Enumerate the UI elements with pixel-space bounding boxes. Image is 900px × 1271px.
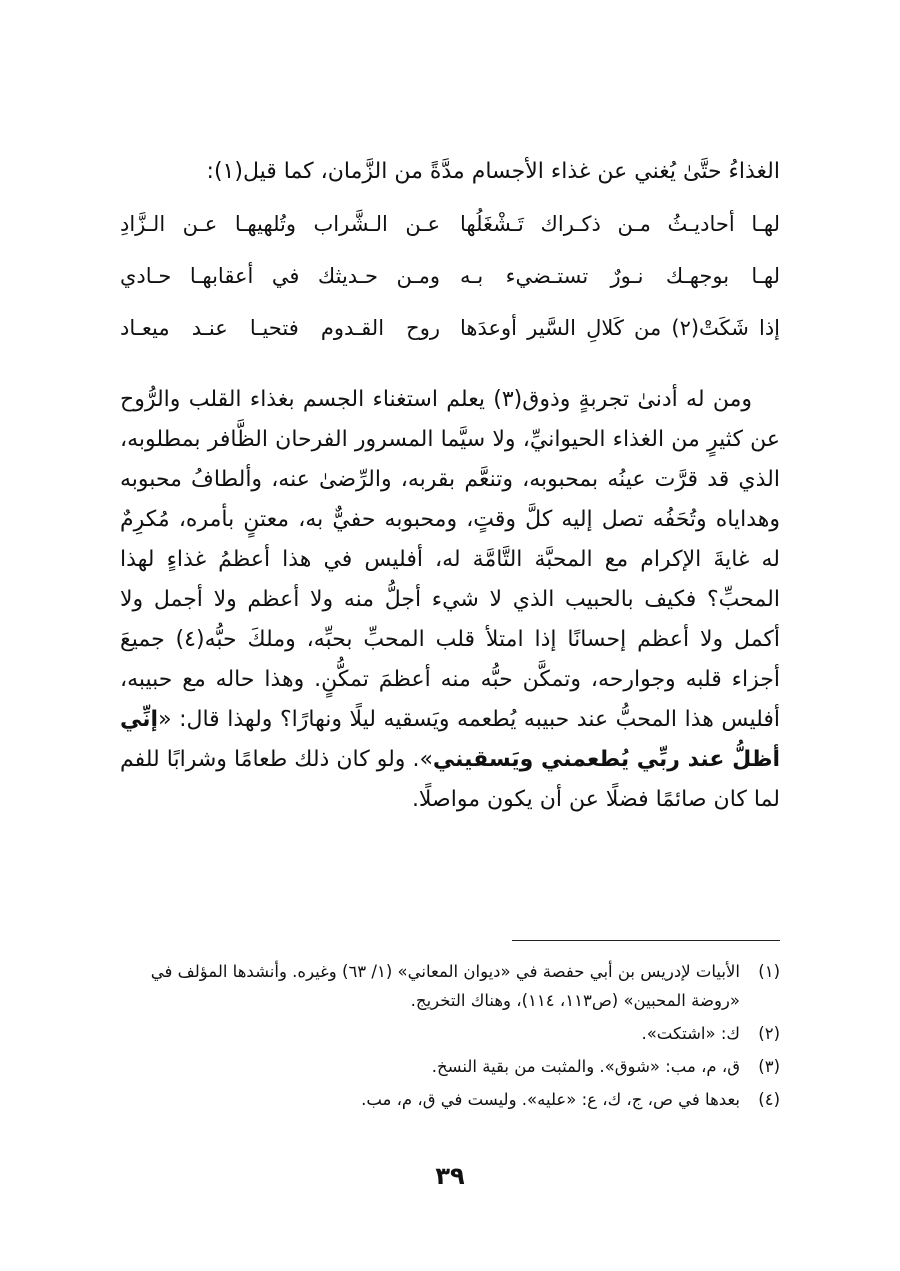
footnote-number: (٤) <box>758 1090 780 1109</box>
footnote-text: الأبيات لإدريس بن أبي حفصة في «ديوان المعاني» (١/ ٦٣) وغيره. وأنشدها المؤلف في «روضة المحبين» (ص١١٣، ١١٤)، وهناك التخريج. <box>150 962 740 1010</box>
verse-second-hemistich: ومـن حـديثك في أعقابهـا حـادي <box>120 264 440 288</box>
footnotes <box>120 957 780 1114</box>
poem-verse <box>120 212 780 252</box>
footnote-number: (٣) <box>758 1057 780 1076</box>
paragraph-text-part1: ومن له أدنىٰ تجربةٍ وذوق(٣) يعلم استغناء الجسم بغذاء القلب والرُّوح عن كثيرٍ من الغذاء الحيوانيِّ، ولا سيَّما المسرور الفرحان الظَّافر بمطلوبه، الذي قد قرَّت عينُه بمحبوبه، وتنعَّم بقربه، والرِّضىٰ عنه، وألطافُ محبوبه وهداياه وتُحَفُه تصل إليه كلَّ وقتٍ، ومحبوبه حفيٌّ به، معتنٍ بأمره، مُكرِمٌ له غايةَ الإكرام مع المحبَّة التَّامَّة له، أفليس في هذا أعظمُ غذاءٍ لهذا المحبِّ؟ فكيف بالحبيب الذي لا شيء أجلُّ منه ولا أعظم ولا أجمل ولا أكمل ولا أعظم إحسانًا إذا امتلأ قلب المحبِّ بحبِّه، وملكَ حبُّه(٤) جميعَ أجزاء قلبه وجوارحه، وتمكَّن حبُّه منه أعظمَ تمكُّنٍ. وهذا حاله مع حبيبه، أفليس هذا المحبُّ عند حبيبه يُطعمه ويَسقيه ليلًا ونهارًا؟ ولهذا قال: « <box>120 387 780 732</box>
footnote <box>120 1085 780 1114</box>
footnote <box>120 957 780 1015</box>
footnote-number: (٢) <box>758 1024 780 1043</box>
paragraph-text-part2: ». ولو كان ذلك طعامًا وشرابًا للفم لما كان صائمًا فضلًا عن أن يكون مواصلًا. <box>120 747 780 812</box>
verse-second-hemistich: عـن الـشَّراب وتُلهيهـا عـن الـزَّادِ <box>120 212 440 236</box>
poem-verse <box>120 264 780 304</box>
footnote-text: بعدها في ص، ج، ك، ع: «عليه». وليست في ق، م، مب. <box>361 1090 740 1109</box>
main-paragraph <box>120 380 780 820</box>
verse-second-hemistich: روح القـدوم فتحيـا عنـد ميعـاد <box>120 316 440 340</box>
footnote-text: ك: «اشتكت». <box>641 1024 740 1043</box>
poem-verse <box>120 316 780 356</box>
page-number: ٣٩ <box>435 1162 465 1190</box>
footnote-divider <box>512 940 780 941</box>
footnote <box>120 1052 780 1081</box>
verse-first-hemistich: إذا شَكَتْ(٢) من كَلالِ السَّير أوعدَها <box>460 316 781 340</box>
intro-line: الغذاءُ حتَّىٰ يُغني عن غذاء الأجسام مدَّةً من الزَّمان، كما قيل(١): <box>206 159 780 184</box>
paragraph <box>120 380 780 820</box>
hadith-quote: إنِّي أظلُّ عند ربِّي يُطعمني ويَسقيني <box>120 707 780 772</box>
footnote-number: (١) <box>758 962 780 981</box>
verse-first-hemistich: لهـا بوجهـك نـورٌ تستـضيء بـه <box>460 264 780 288</box>
verse-first-hemistich: لهـا أحاديـثُ مـن ذكـراك تَـشْغَلُها <box>460 212 780 236</box>
footnote <box>120 1019 780 1048</box>
footnote-text: ق، م، مب: «شوق». والمثبت من بقية النسخ. <box>431 1057 740 1076</box>
